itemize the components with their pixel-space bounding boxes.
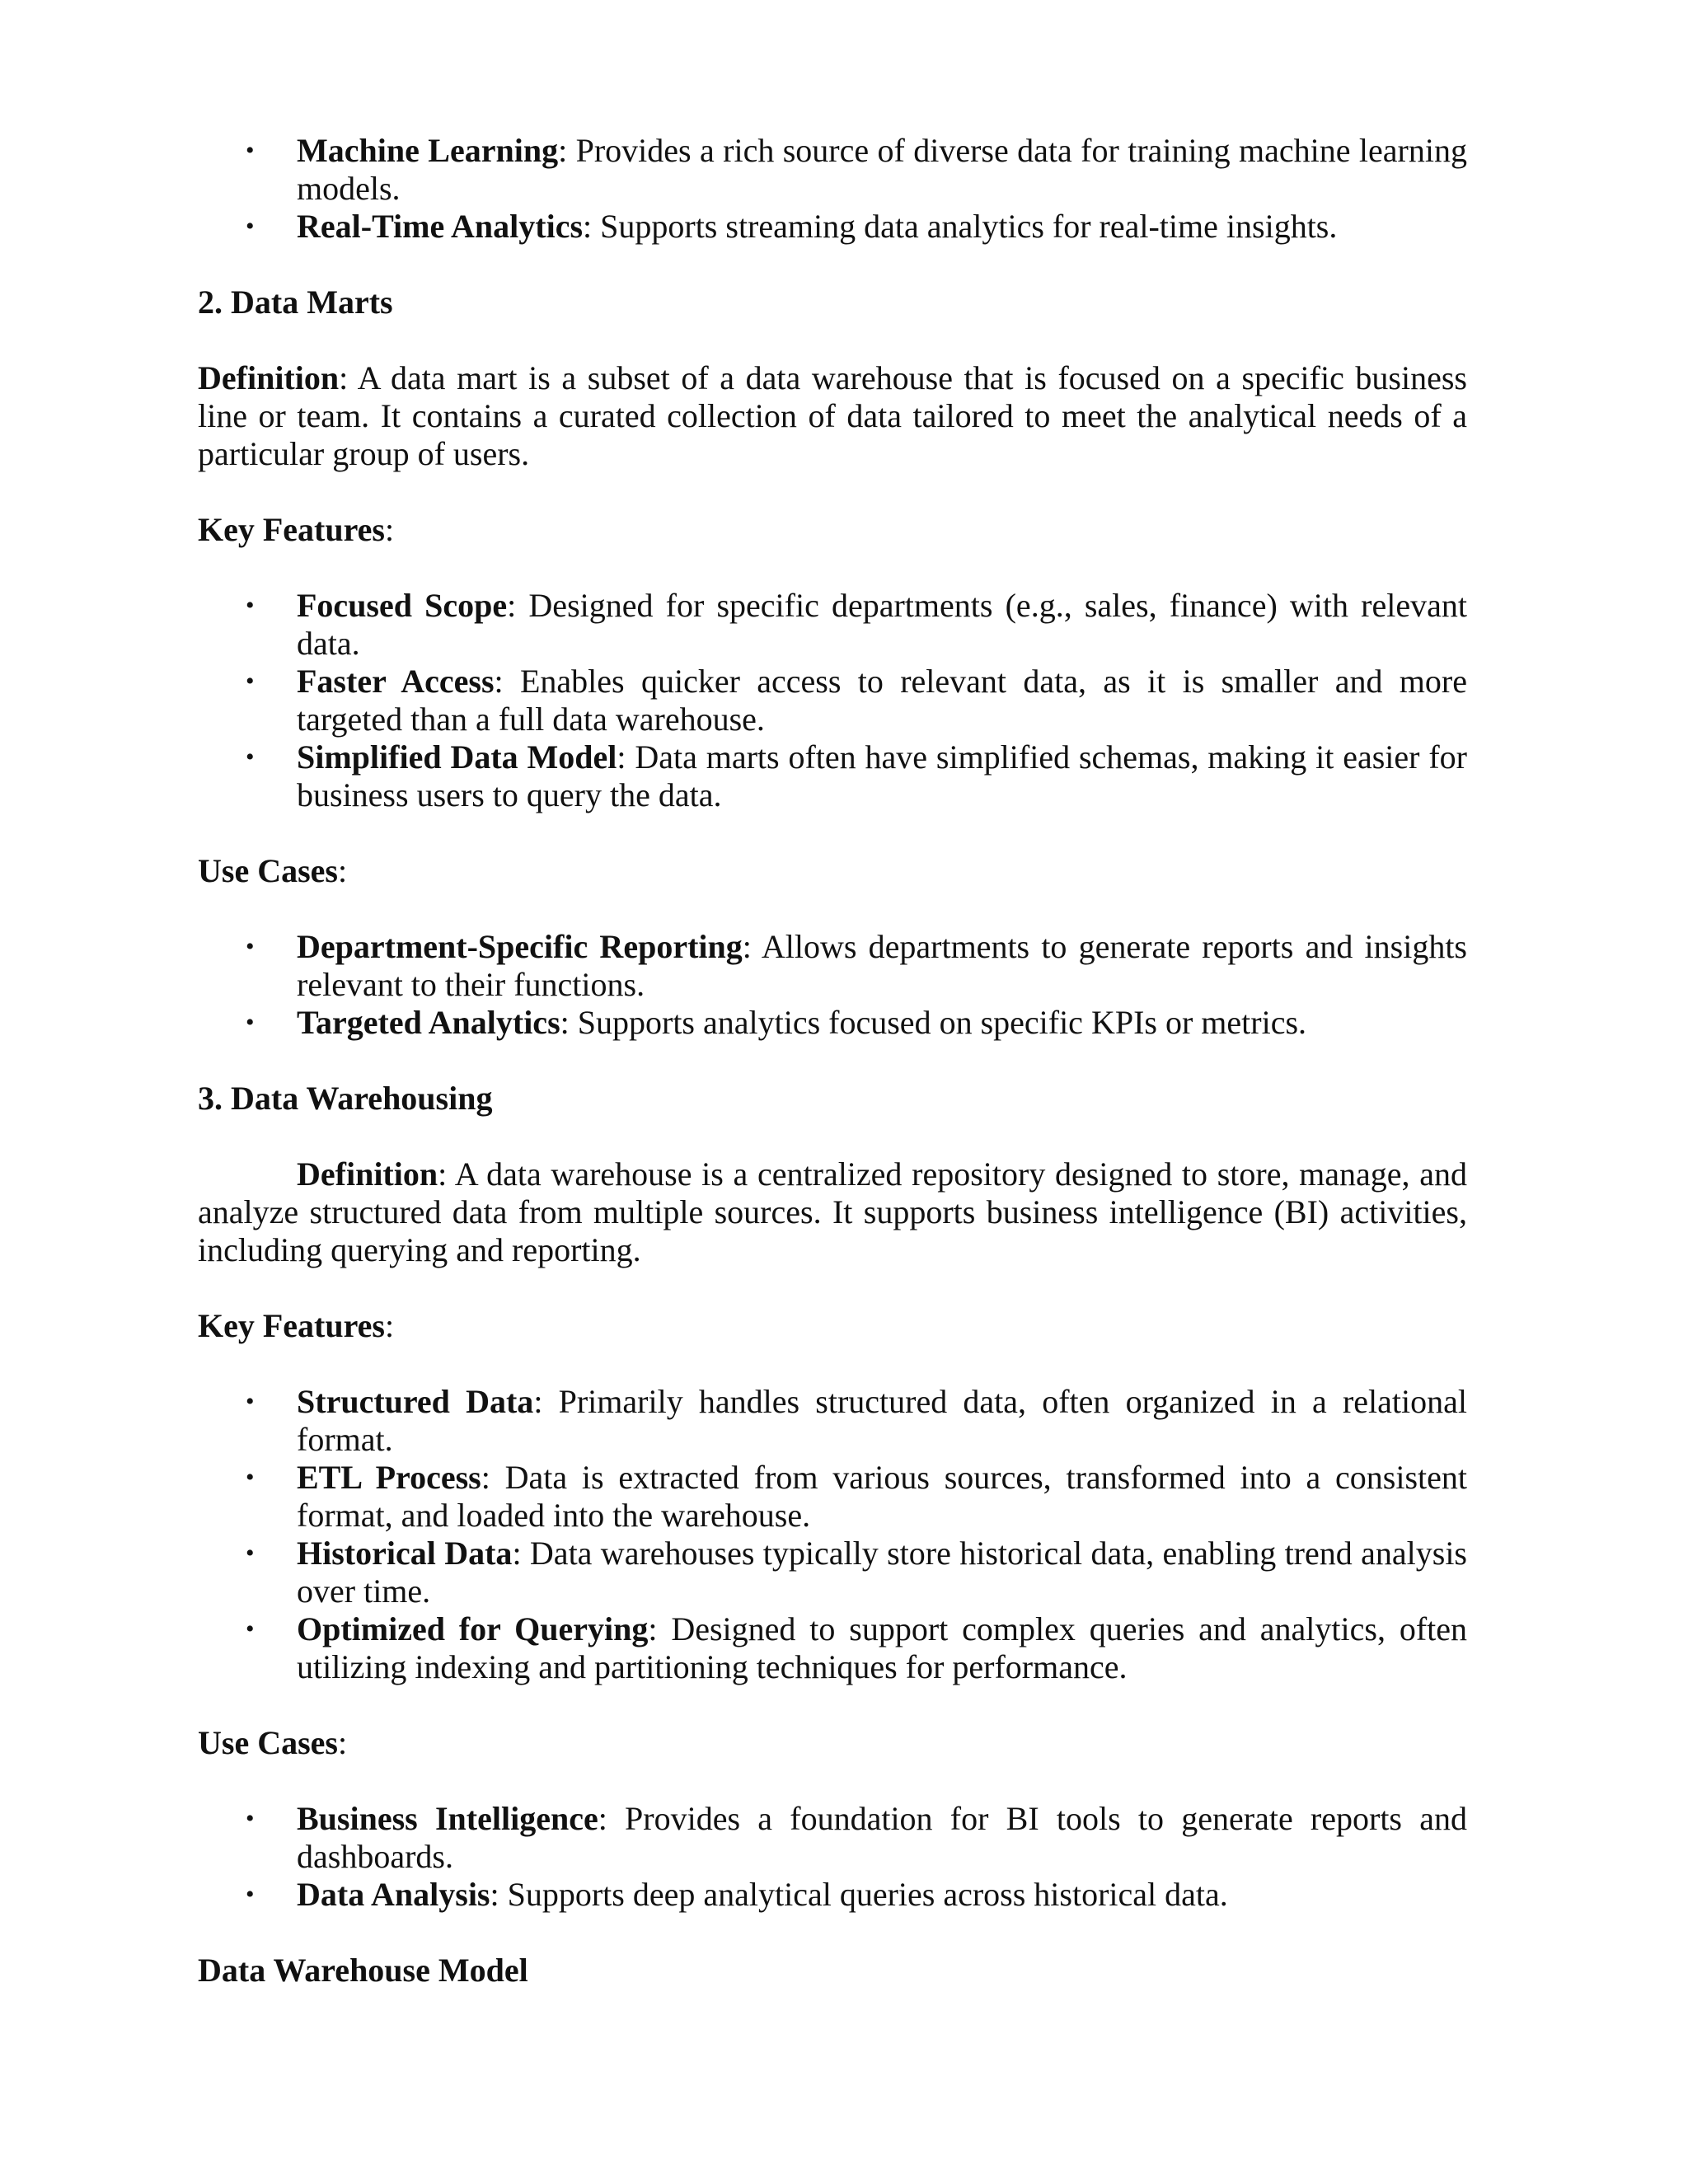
definition-paragraph [198,1155,1467,1269]
bullet-icon: • [246,1881,255,1908]
list-item [198,587,1467,663]
list-item [198,1383,1467,1459]
use-cases-label: Use Cases: [198,852,348,889]
bullet-term: Department-Specific Reporting [297,928,743,965]
use-cases-list [198,928,1467,1042]
definition-paragraph [198,359,1467,473]
bullet-term: Historical Data [297,1535,513,1572]
key-features-list [198,1383,1467,1686]
bullet-text: : Allows departments to generate reports and insights relevant to their functions. [297,928,1467,1003]
bullet-term: Faster Access [297,663,495,700]
bullet-text: : Designed to support complex queries and analytics, often utilizing indexing and partitioning techniques for performance. [297,1610,1468,1685]
bullet-icon: • [246,933,255,960]
section-heading-data-marts: 2. Data Marts [198,284,393,321]
bullet-term: Targeted Analytics [297,1004,560,1041]
bullet-icon: • [246,592,255,619]
use-cases-list [198,1800,1467,1914]
bullet-icon: • [246,668,255,695]
use-cases-label: Use Cases: [198,1724,348,1761]
bullet-text: : Data is extracted from various sources, transformed into a consistent format, and loaded into the warehouse. [297,1459,1468,1534]
section-heading-data-warehousing: 3. Data Warehousing [198,1080,493,1117]
bullet-term: Machine Learning [297,132,559,169]
list-item [198,1800,1467,1876]
bullet-term: Business Intelligence [297,1800,598,1837]
list-item [198,738,1467,814]
bullet-text: : Provides a rich source of diverse data for training machine learning models. [297,132,1467,207]
bullet-term: Real-Time Analytics [297,208,584,245]
bullet-icon: • [246,743,255,771]
intro-bullet-list [198,132,1467,246]
bullet-icon: • [246,1464,255,1491]
bullet-text: : Enables quicker access to relevant data, as it is smaller and more targeted than a full data warehouse. [297,663,1467,738]
bullet-icon: • [246,1009,255,1036]
list-item [198,663,1467,738]
bullet-icon: • [246,1540,255,1567]
bullet-text: : Designed for specific departments (e.g., sales, finance) with relevant data. [297,587,1467,662]
bullet-icon: • [246,1388,255,1415]
bullet-term: Simplified Data Model [297,738,617,776]
list-item [198,1004,1467,1042]
list-item [198,1535,1467,1610]
list-item [198,1459,1467,1535]
list-item [198,208,1467,246]
definition-text: : A data warehouse is a centralized repository designed to store, manage, and analyze structured data from multiple sources. It supports business intelligence (BI) activities, including querying and reporting. [198,1155,1467,1268]
bullet-icon: • [246,213,255,240]
bullet-icon: • [246,1805,255,1832]
bullet-term: Optimized for Querying [297,1610,649,1647]
bullet-text: : Provides a foundation for BI tools to generate reports and dashboards. [297,1800,1467,1875]
list-item [198,132,1467,208]
list-item [198,1610,1467,1686]
key-features-label: Key Features: [198,1307,395,1344]
bullet-icon: • [246,137,255,164]
list-item [198,928,1467,1004]
bullet-icon: • [246,1615,255,1643]
list-item [198,1876,1467,1914]
definition-label: Definition [198,359,340,396]
bullet-text: : Supports analytics focused on specific KPIs or metrics. [560,1004,1307,1041]
document-page [198,132,1467,1990]
key-features-list [198,587,1467,814]
definition-text: : A data mart is a subset of a data warehouse that is focused on a specific business line or team. It contains a curated collection of data tailored to meet the analytical needs of a particular group of users. [198,359,1467,472]
bullet-text: : Primarily handles structured data, often organized in a relational format. [297,1383,1467,1458]
bullet-text: : Data warehouses typically store historical data, enabling trend analysis over time. [297,1535,1467,1610]
bullet-text: : Supports streaming data analytics for real-time insights. [583,208,1338,245]
bullet-text: : Supports deep analytical queries across historical data. [490,1876,1228,1913]
bullet-term: Focused Scope [297,587,508,624]
bullet-term: Structured Data [297,1383,534,1420]
key-features-label: Key Features: [198,511,395,548]
bullet-text: : Data marts often have simplified schemas, making it easier for business users to query the data. [297,738,1467,813]
definition-label: Definition [297,1155,438,1193]
bullet-term: Data Analysis [297,1876,490,1913]
section-heading-data-warehouse-model: Data Warehouse Model [198,1952,528,1989]
bullet-term: ETL Process [297,1459,481,1496]
